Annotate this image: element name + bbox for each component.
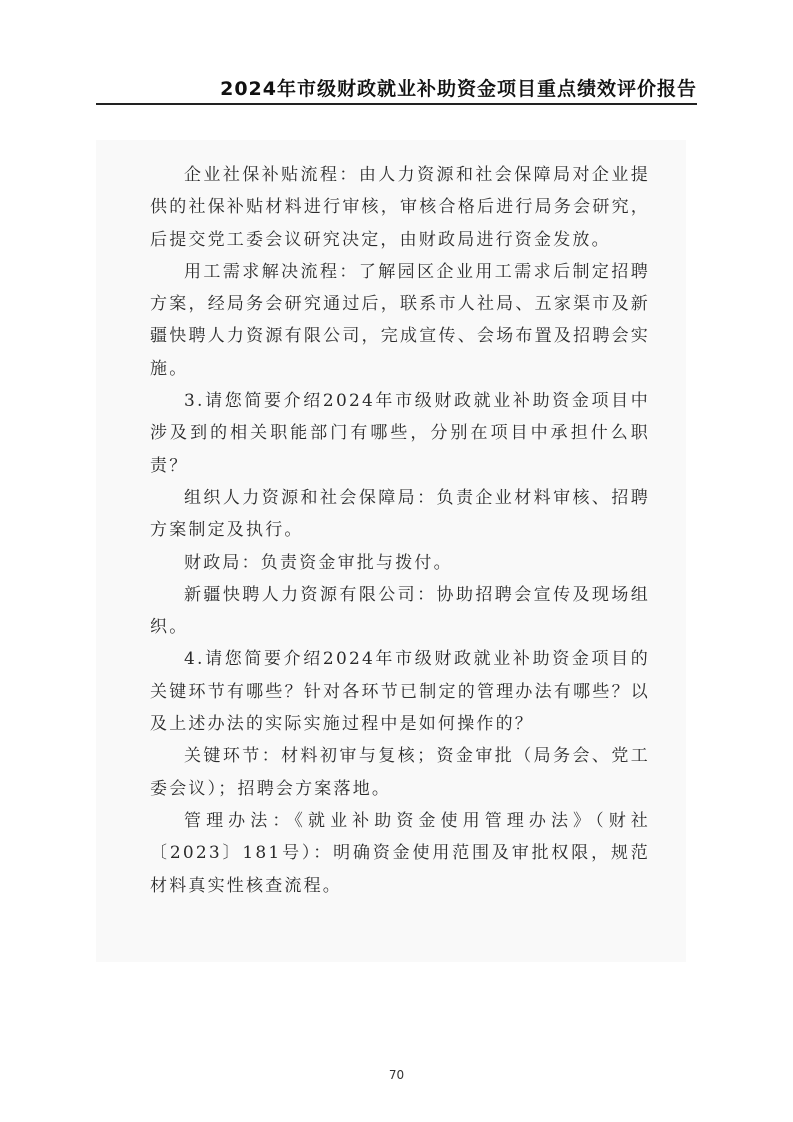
answer-hr-bureau: 组织人力资源和社会保障局：负责企业材料审核、招聘方案制定及执行。 [150, 487, 650, 541]
answer-key-steps: 关键环节：材料初审与复核；资金审批（局务会、党工委会议）；招聘会方案落地。 [150, 746, 650, 799]
page-number: 70 [388, 1068, 405, 1082]
paragraph-social-insurance-process: 企业社保补贴流程：由人力资源和社会保障局对企业提供的社保补贴材料进行审核，审核合格后进行局务会研究，后提交党工委会议研究决定，由财政局进行资金发放。 [150, 165, 650, 250]
paragraph-recruitment-process: 用工需求解决流程：了解园区企业用工需求后制定招聘方案，经局务会研究通过后，联系市人社局、五家渠市及新疆快聘人力资源有限公司，完成宣传、会场布置及招聘会实施。 [150, 261, 650, 379]
answer-management-measures: 管理办法：《就业补助资金使用管理办法》（财社〔2023〕181号）：明确资金使用范围及审批权限，规范材料真实性核查流程。 [150, 810, 650, 896]
question-3: 3.请您简要介绍2024年市级财政就业补助资金项目中涉及到的相关职能部门有哪些，分别在项目中承担什么职责？ [150, 391, 650, 476]
body-text [150, 159, 650, 902]
question-4: 4.请您简要介绍2024年市级财政就业补助资金项目的关键环节有哪些？针对各环节已制定的管理办法有哪些？以及上述办法的实际实施过程中是如何操作的？ [150, 649, 650, 735]
answer-recruitment-company: 新疆快聘人力资源有限公司：协助招聘会宣传及现场组织。 [150, 584, 650, 638]
report-title: 2024年市级财政就业补助资金项目重点绩效评价报告 [220, 78, 697, 100]
answer-finance-bureau: 财政局：负责资金审批与拨付。 [184, 552, 453, 573]
header-divider [96, 103, 697, 105]
